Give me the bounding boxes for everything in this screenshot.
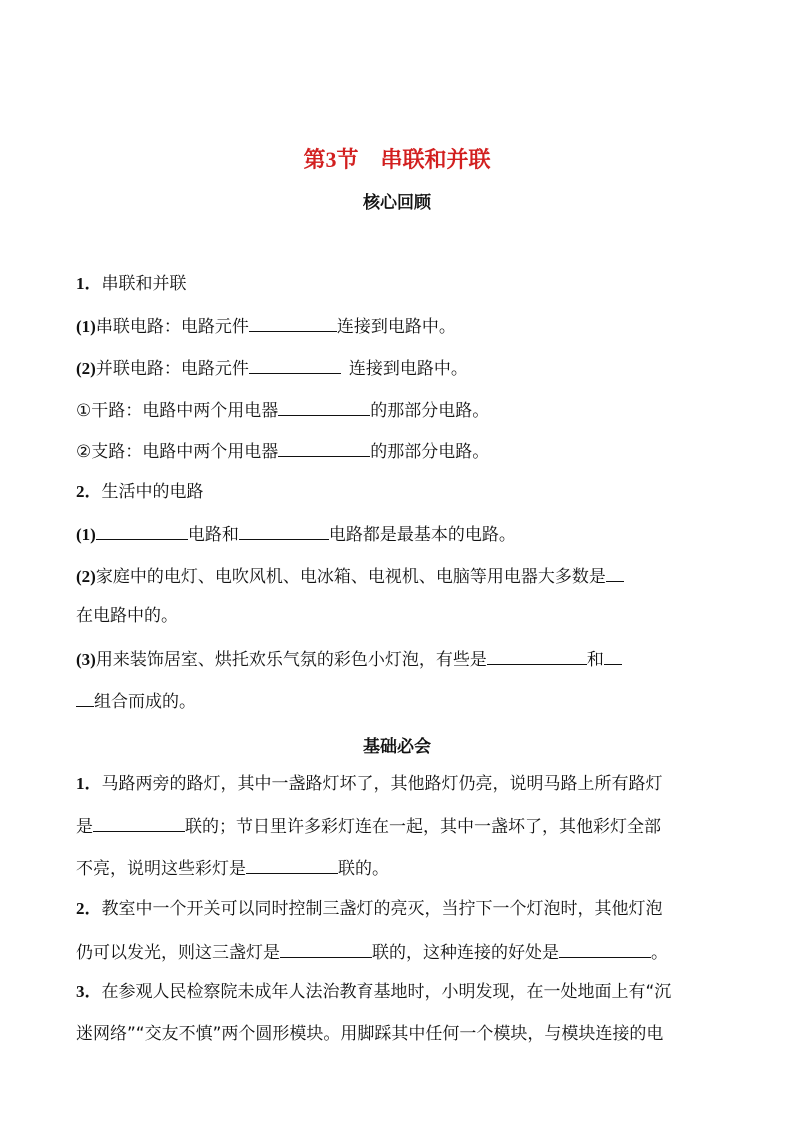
answer-blank[interactable] bbox=[604, 646, 622, 665]
section-title: 串联和并联 bbox=[380, 148, 491, 173]
text-line: (3)用来装饰居室、烘托欢乐气氛的彩色小灯泡，有些是 和 bbox=[76, 646, 726, 672]
core-review-heading: 核心回顾 bbox=[363, 193, 431, 213]
answer-blank[interactable] bbox=[93, 813, 185, 832]
answer-blank[interactable] bbox=[246, 855, 338, 874]
answer-blank[interactable] bbox=[606, 563, 624, 582]
text-line: (2)并联电路：电路元件 连接到电路中。 bbox=[76, 355, 726, 381]
text-line: 2．教室中一个开关可以同时控制三盏灯的亮灭，当拧下一个灯泡时，其他灯泡 bbox=[76, 899, 663, 919]
answer-blank[interactable] bbox=[280, 939, 372, 958]
text-line: 1．马路两旁的路灯，其中一盏路灯坏了，其他路灯仍亮，说明马路上所有路灯 bbox=[76, 774, 663, 794]
text-line: ②支路：电路中两个用电器 的那部分电路。 bbox=[76, 438, 726, 464]
text-line: 是 联的；节日里许多彩灯连在一起，其中一盏坏了，其他彩灯全部 bbox=[76, 813, 726, 839]
answer-blank[interactable] bbox=[278, 438, 370, 457]
basic-heading: 基础必会 bbox=[363, 737, 431, 757]
text-line: 仍可以发光，则这三盏灯是 联的，这种连接的好处是 。 bbox=[76, 939, 726, 965]
text-line: 1．串联和并联 bbox=[76, 274, 187, 294]
text-line: (1)串联电路：电路元件 连接到电路中。 bbox=[76, 313, 726, 339]
text-line: 迷网络”“交友不慎”两个圆形模块。用脚踩其中任何一个模块，与模块连接的电 bbox=[76, 1024, 664, 1044]
text-line: 2．生活中的电路 bbox=[76, 482, 204, 502]
text-line: ①干路：电路中两个用电器 的那部分电路。 bbox=[76, 397, 726, 423]
answer-blank[interactable] bbox=[278, 397, 370, 416]
text-line: 3．在参观人民检察院未成年人法治教育基地时，小明发现，在一处地面上有“沉 bbox=[76, 982, 672, 1002]
text-line: 在电路中的。 bbox=[76, 606, 178, 626]
answer-blank[interactable] bbox=[249, 355, 341, 374]
answer-blank[interactable] bbox=[249, 313, 337, 332]
text-line: 不亮，说明这些彩灯是 联的。 bbox=[76, 855, 726, 881]
answer-blank[interactable] bbox=[76, 688, 94, 707]
answer-blank[interactable] bbox=[487, 646, 587, 665]
answer-blank[interactable] bbox=[96, 521, 188, 540]
page-title bbox=[0, 143, 794, 174]
section-number: 第3节 bbox=[303, 147, 359, 172]
answer-blank[interactable] bbox=[559, 939, 651, 958]
text-line: (2)家庭中的电灯、电吹风机、电冰箱、电视机、电脑等用电器大多数是 bbox=[76, 563, 726, 589]
text-line: (1) 电路和 电路都是最基本的电路。 bbox=[76, 521, 726, 547]
text-line: 组合而成的。 bbox=[76, 688, 726, 714]
answer-blank[interactable] bbox=[239, 521, 329, 540]
